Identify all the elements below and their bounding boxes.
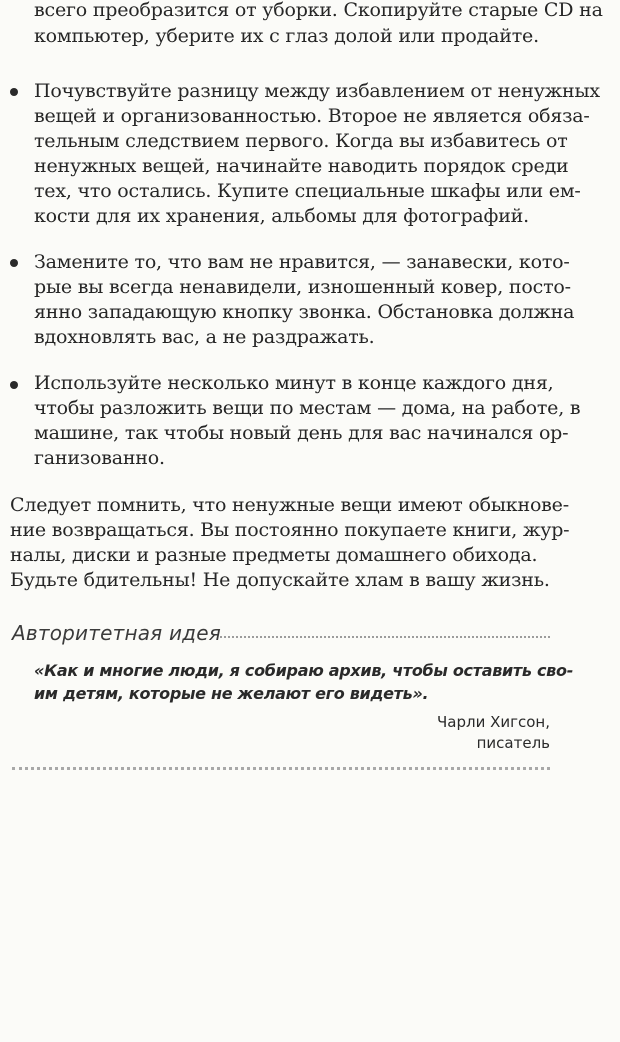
bullet-3-line-1: Замените то, что вам не нравится, — занавески, кото-: [34, 251, 570, 273]
quote-line-1: «Как и многие люди, я собираю архив, чтобы оставить сво-: [34, 661, 574, 680]
bullet-2-line-4: ненужных вещей, начинайте наводить порядок среди: [34, 155, 569, 177]
bullet-4-line-4: ганизованно.: [34, 447, 165, 469]
bullet-2-line-6: кости для их хранения, альбомы для фотографий.: [34, 205, 529, 227]
paragraph-line-4: Будьте бдительны! Не допускайте хлам в вашу жизнь.: [10, 569, 550, 591]
bullet-1-line-2: компьютер, уберите их с глаз долой или продайте.: [34, 25, 539, 47]
bullet-4-line-1: Используйте несколько минут в конце каждого дня,: [34, 372, 554, 394]
paragraph-line-3: налы, диски и разные предметы домашнего обихода.: [10, 544, 538, 566]
paragraph-line-1: Следует помнить, что ненужные вещи имеют обыкнове-: [10, 494, 569, 516]
bullet-3-line-2: рые вы всегда ненавидели, изношенный ковер, посто-: [34, 276, 571, 298]
title-divider: [220, 636, 550, 638]
bullet-marker: [10, 88, 18, 96]
bullet-2-line-5: тех, что остались. Купите специальные шкафы или ем-: [34, 180, 581, 202]
bullet-2-line-2: вещей и организованностью. Второе не является обяза-: [34, 105, 590, 127]
bullet-marker: [10, 259, 18, 267]
quote-author: Чарли Хигсон,: [436, 713, 550, 731]
bullet-2-line-1: Почувствуйте разницу между избавлением от ненужных: [34, 80, 600, 102]
bottom-divider: [12, 767, 550, 770]
bullet-1-line-1: всего преобразится от уборки. Скопируйте старые CD на: [34, 0, 603, 21]
quote-author-role: писатель: [476, 734, 550, 752]
paragraph-line-2: ние возвращаться. Вы постоянно покупаете книги, жур-: [10, 519, 570, 541]
bullet-3-line-4: вдохновлять вас, а не раздражать.: [34, 326, 375, 348]
bullet-2-line-3: тельным следствием первого. Когда вы избавитесь от: [34, 130, 568, 152]
quote-line-2: им детям, которые не желают его видеть».: [34, 684, 429, 703]
bullet-marker: [10, 381, 18, 389]
bullet-4-line-3: машине, так чтобы новый день для вас начинался ор-: [34, 422, 569, 444]
bullet-4-line-2: чтобы разложить вещи по местам — дома, на работе, в: [34, 397, 581, 419]
sidebar-title: Авторитетная идея: [12, 621, 221, 645]
bullet-3-line-3: янно западающую кнопку звонка. Обстановка должна: [34, 301, 575, 323]
